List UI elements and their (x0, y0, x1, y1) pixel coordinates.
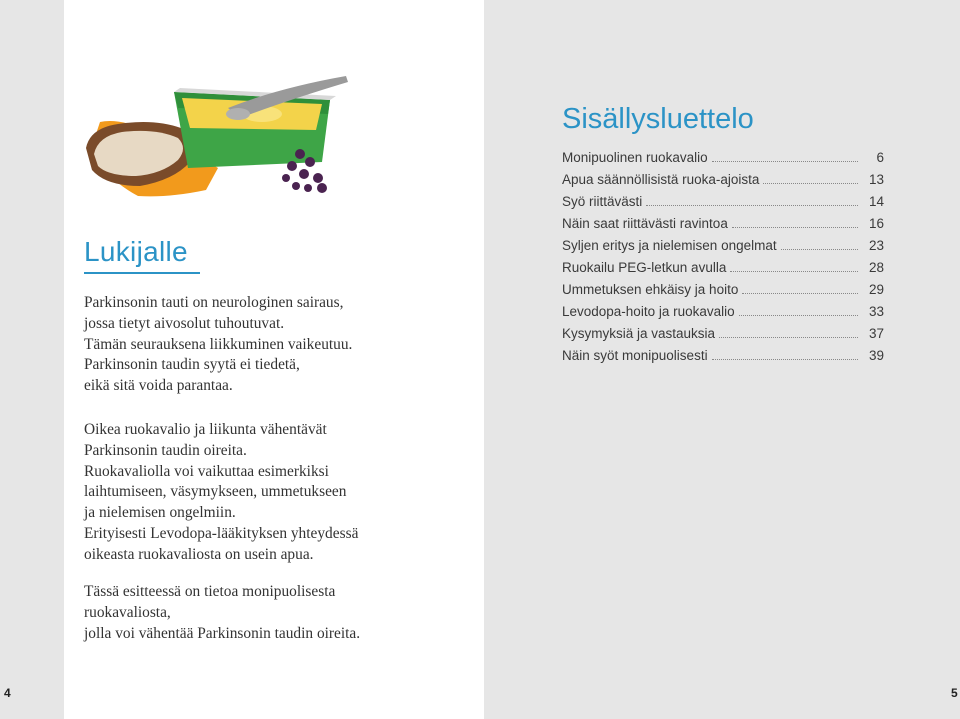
toc-entry-label: Syö riittävästi (562, 194, 643, 209)
page-number-right: 5 (951, 686, 958, 700)
intro-heading: Lukijalle (84, 236, 188, 267)
toc-dot-leader (732, 227, 858, 228)
toc-entry-page: 33 (868, 304, 884, 319)
toc-entry[interactable] (562, 260, 884, 282)
toc-dot-leader (712, 359, 858, 360)
toc-entry-label: Apua säännöllisistä ruoka-ajoista (562, 172, 760, 187)
toc-entry-page: 28 (868, 260, 884, 275)
text-line: Ruokavaliolla voi vaikuttaa esimerkiksi (84, 462, 329, 480)
toc-entry-label: Ruokailu PEG-letkun avulla (562, 260, 727, 275)
text-line: Parkinsonin tauti on neurologinen sairaus, (84, 294, 344, 311)
text-line: jolla voi vähentää Parkinsonin taudin oireita. (84, 624, 361, 642)
toc-entry-label: Monipuolinen ruokavalio (562, 150, 708, 165)
text-line: Parkinsonin taudin syytä ei tiedetä, (84, 356, 300, 374)
heading-underline (84, 272, 200, 274)
toc-entry-label: Näin saat riittävästi ravintoa (562, 216, 728, 231)
toc-entry-page: 13 (868, 172, 884, 187)
toc-entry-page: 39 (868, 348, 884, 363)
text-line: jossa tietyt aivosolut tuhoutuvat. (84, 314, 285, 332)
toc-dot-leader (646, 205, 858, 206)
text-line: Tässä esitteessä on tietoa monipuolisesta (84, 583, 336, 600)
toc-dot-leader (719, 337, 858, 338)
toc-entry-label: Syljen eritys ja nielemisen ongelmat (562, 238, 777, 253)
toc-entry[interactable] (562, 194, 884, 216)
intro-paragraph-3 (84, 582, 360, 644)
toc-entry-page: 23 (868, 238, 884, 253)
toc-entry[interactable] (562, 304, 884, 326)
toc-entry[interactable] (562, 172, 884, 194)
text-line: Erityisesti Levodopa-lääkityksen yhteydessä (84, 524, 359, 542)
toc-entry[interactable] (562, 348, 884, 370)
toc-entry[interactable] (562, 238, 884, 260)
food-illustration (78, 70, 358, 210)
toc-heading: Sisällysluettelo (562, 103, 754, 135)
toc-dot-leader (781, 249, 858, 250)
toc-entry-label: Levodopa-hoito ja ruokavalio (562, 304, 735, 319)
text-line: oikeasta ruokavaliosta on usein apua. (84, 545, 314, 563)
toc-entry[interactable] (562, 150, 884, 172)
toc-entry-page: 37 (868, 326, 884, 341)
text-line: Oikea ruokavalio ja liikunta vähentävät (84, 421, 327, 438)
text-line: ruokavaliosta, (84, 603, 171, 621)
toc-entry-page: 6 (876, 150, 884, 165)
toc-entry-page: 29 (868, 282, 884, 297)
toc-entry-label: Ummetuksen ehkäisy ja hoito (562, 282, 739, 297)
toc-entry[interactable] (562, 216, 884, 238)
table-of-contents (562, 150, 884, 370)
text-line: Tämän seurauksena liikkuminen vaikeutuu. (84, 335, 353, 353)
toc-dot-leader (739, 315, 858, 316)
toc-dot-leader (742, 293, 858, 294)
text-line: laihtumiseen, väsymykseen, ummetukseen (84, 483, 347, 501)
left-margin (0, 0, 64, 719)
text-line: ja nielemisen ongelmiin. (84, 504, 236, 522)
text-line: eikä sitä voida parantaa. (84, 377, 233, 395)
text-line: Parkinsonin taudin oireita. (84, 441, 247, 459)
intro-paragraph-1 (84, 293, 352, 397)
toc-entry-label: Kysymyksiä ja vastauksia (562, 326, 716, 341)
toc-entry-page: 16 (868, 216, 884, 231)
page-number-left: 4 (4, 686, 11, 700)
intro-paragraph-2 (84, 420, 358, 566)
toc-dot-leader (712, 161, 858, 162)
toc-dot-leader (763, 183, 858, 184)
toc-entry[interactable] (562, 326, 884, 348)
toc-dot-leader (730, 271, 858, 272)
toc-entry-label: Näin syöt monipuolisesti (562, 348, 708, 363)
toc-entry-page: 14 (868, 194, 884, 209)
toc-entry[interactable] (562, 282, 884, 304)
